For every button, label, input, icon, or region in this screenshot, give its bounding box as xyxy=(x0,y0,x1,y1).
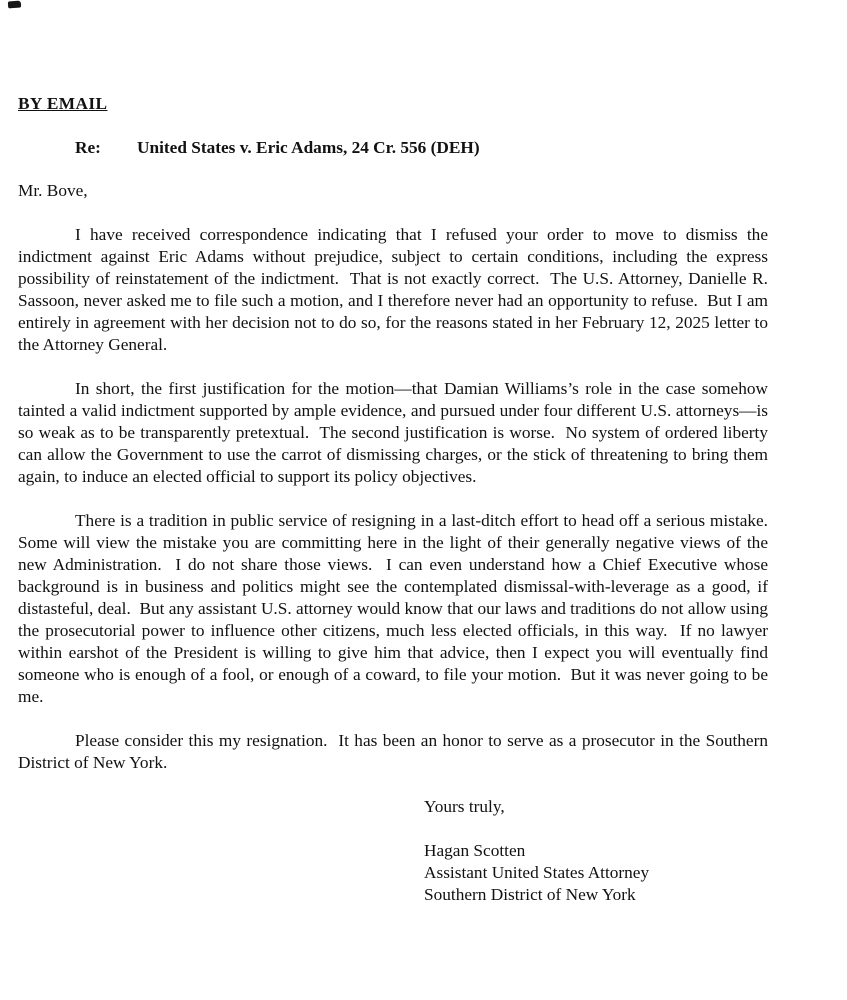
paragraph-2: In short, the first justification for the motion—that Damian Williams’s role in the case somehow tainted a valid indictment supported by ample evidence, and pursued under four different U.S. attorneys—is so weak as to be transparently pretextual. The second justification is worse. No system of ordered liberty can allow the Government to use the carrot of dismissing charges, or the stick of threatening to bring them again, to induce an elected official to support its policy objectives. xyxy=(18,379,773,486)
signer-office: Southern District of New York xyxy=(424,885,636,904)
paragraph-1: I have received correspondence indicating that I refused your order to move to dismiss the indictment against Eric Adams without prejudice, subject to certain conditions, including the express possibility of reinstatement of the indictment. That is not exactly correct. The U.S. Attorney, Danielle R. Sassoon, never asked me to file such a motion, and I therefore never had an opportunity to refuse. But I am entirely in agreement with her decision not to do so, for the reasons stated in her February 12, 2025 letter to the Attorney General. xyxy=(18,225,773,354)
closing-block xyxy=(424,796,768,906)
salutation: Mr. Bove, xyxy=(18,181,88,200)
signature-block xyxy=(424,840,768,906)
signer-title: Assistant United States Attorney xyxy=(424,863,650,882)
paragraph-4: Please consider this my resignation. It has been an honor to serve as a prosecutor in the Southern District of New York. xyxy=(18,731,773,772)
delivery-method-heading: BY EMAIL xyxy=(18,94,108,113)
signer-name: Hagan Scotten xyxy=(424,841,526,860)
re-line xyxy=(18,137,768,159)
paragraph-3: There is a tradition in public service of resigning in a last-ditch effort to head off a serious mistake. Some will view the mistake you are committing here in the light of their generally negative views of the new Administration. I do not share those views. I can even understand how a Chief Executive whose background is in business and politics might see the contemplated dismissal-with-leverage as a good, if distasteful, deal. But any assistant U.S. attorney would know that our laws and traditions do not allow using the prosecutorial power to influence other citizens, much less elected officials, in this way. If no lawyer within earshot of the President is willing to give him that advice, then I expect you will eventually find someone who is enough of a fool, or enough of a coward, to file your motion. But it was never going to be me. xyxy=(18,511,777,706)
scan-artifact xyxy=(8,1,21,9)
closing-phrase: Yours truly, xyxy=(424,797,505,816)
case-caption: United States v. Eric Adams, 24 Cr. 556 (DEH) xyxy=(137,138,480,157)
re-label: Re: xyxy=(75,138,101,157)
